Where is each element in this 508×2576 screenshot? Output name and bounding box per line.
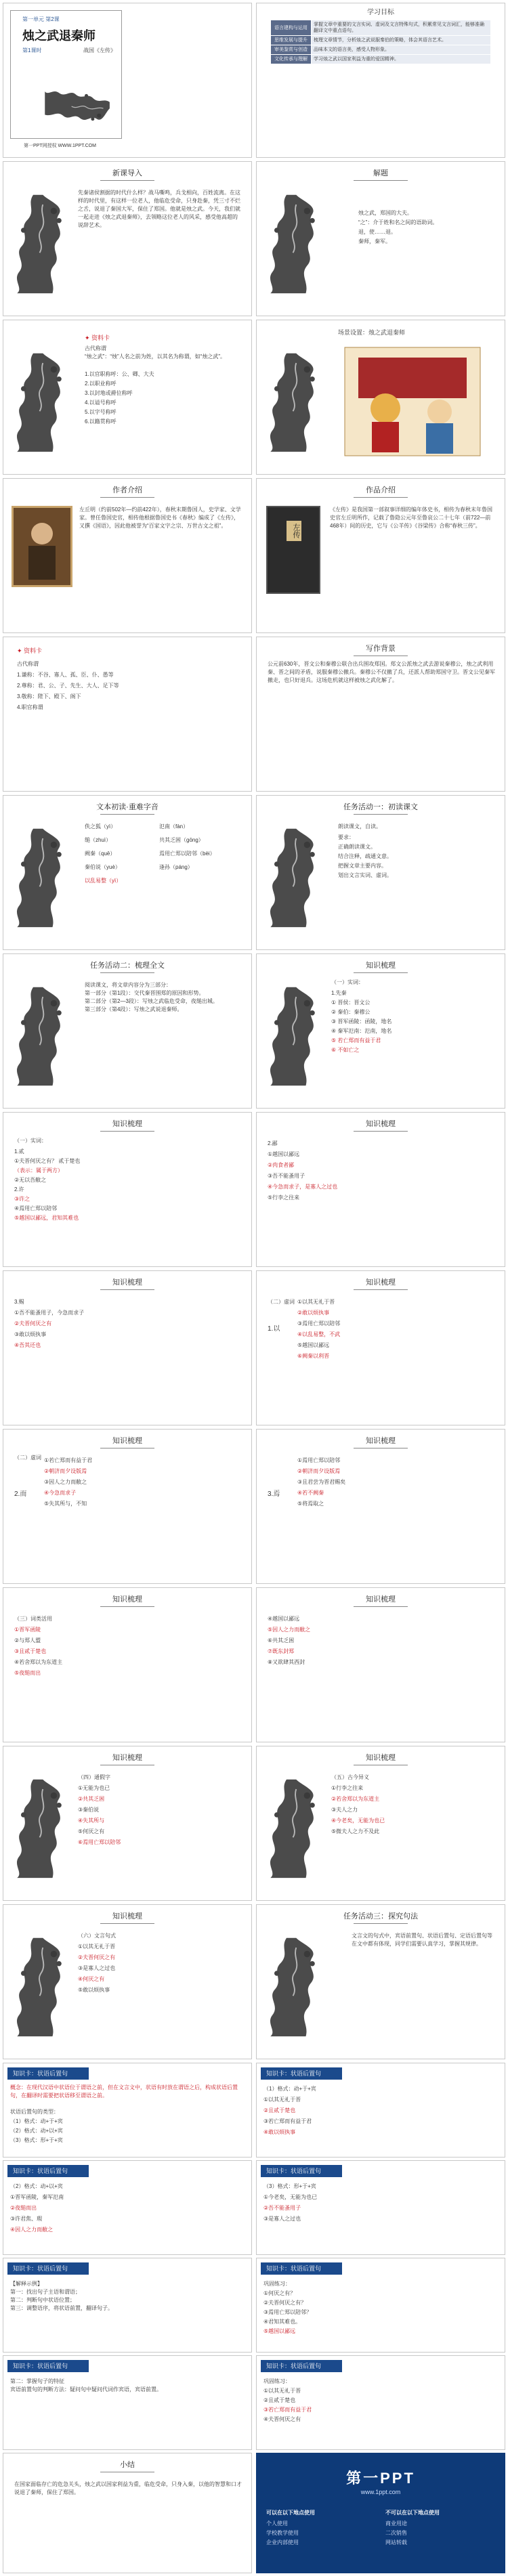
ink-mountain-image <box>7 823 72 931</box>
ink-mountain-image <box>261 1932 325 2040</box>
allowed-item: 企业内部使用 <box>266 2539 299 2546</box>
item: ④夫晋何厌之有 <box>263 2416 301 2422</box>
item: ⑤微夫人之力不及此 <box>331 1828 380 1834</box>
card-header: 知识卡：状语后置句 <box>7 2262 89 2275</box>
forbidden-item: 二次销售 <box>385 2530 407 2536</box>
item: ②共其乏困 <box>78 1796 105 1802</box>
slide-title: 知识梳理 <box>257 1118 505 1132</box>
goals-title: 学习目标 <box>367 9 394 16</box>
item: ①越国以鄙远 <box>268 1151 300 1157</box>
ink-mountain-image <box>261 981 325 1090</box>
task-text: 阅读课文，将文章内容分为三部分： 第一部分（第1段）：交代秦晋围郑的原因和形势。 第二部分（第2—3段）：写烛之武临危受命，夜缒出城。 第三部分（第4段）：写烛之武说退秦师。 <box>85 982 218 1012</box>
slide-title: 小结 <box>3 2459 251 2472</box>
item: （二）虚词 <box>268 1299 295 1305</box>
footer-banner <box>256 2453 505 2573</box>
item: （1）格式：动+于+宾 <box>10 2118 63 2124</box>
item: ①何厌之有？ <box>263 2290 296 2296</box>
knowledge-slide-2 <box>3 1112 252 1267</box>
item: ⑥焉用亡郑以陪邻 <box>78 1839 121 1845</box>
card-item: 2.以职业称呼 <box>85 381 117 387</box>
ink-mountain-image <box>7 347 72 456</box>
item: ①以其无礼于晋 <box>263 2097 301 2103</box>
ink-mountain-image <box>261 347 325 456</box>
item: ④今老矣，无能为也已 <box>331 1818 385 1824</box>
card-item: 5.以字号称呼 <box>85 409 117 415</box>
knowledge-card-slide-5 <box>3 2258 252 2353</box>
item: ②夫晋何厌之有 <box>78 1954 116 1960</box>
slide-title: 知识梳理 <box>257 960 505 973</box>
card-item: 4.以谥号称呼 <box>85 400 117 406</box>
pronunciation-item: 阙秦（quē） <box>85 851 116 857</box>
item: ③许君焦、瑕 <box>10 2216 43 2222</box>
item: ②与郑人盟 <box>14 1637 41 1644</box>
ink-mountain-image <box>261 1774 325 1882</box>
author-label: 战国《左传》 <box>83 47 116 53</box>
goal-row: 思维发展与提升 梳理文章情节，分析烛之武说服秦伯的策略，体会其语言艺术。 <box>271 36 491 45</box>
slide-title: 知识梳理 <box>3 1435 251 1448</box>
item: ③吾不能蚤用子 <box>268 1173 305 1179</box>
knowledge-card-slide-7 <box>3 2355 252 2450</box>
background-slide <box>256 637 505 792</box>
slide-title: 任务活动一：初读课文 <box>257 801 505 815</box>
intro-slide <box>3 161 252 316</box>
slide-title: 知识梳理 <box>3 1752 251 1765</box>
item: ②肉食者鄙 <box>268 1162 295 1168</box>
knowledge-slide-4 <box>3 1270 252 1425</box>
item: ②朝济而夕设版焉 <box>44 1468 87 1474</box>
knowledge-slide-12 <box>3 1904 252 2059</box>
knowledge-card-slide-1 <box>3 2063 252 2158</box>
task-text: 文言文的句式中，宾语前置句、状语后置句、定语后置句等在文中都有体现，同学们需要认真学习，掌握其规律。 <box>352 1933 492 1947</box>
item: ④敢以烦执事 <box>263 2129 296 2135</box>
info-card-slide <box>3 320 252 475</box>
item: 3.焉 <box>268 1490 280 1498</box>
item: ①晋军函陵 <box>14 1627 41 1633</box>
item: ②夫晋何厌之有？ <box>263 2300 307 2306</box>
title-slide <box>3 3 252 158</box>
slide-title: 作者介绍 <box>3 484 251 498</box>
goal-row: 审美鉴赏与创造 品味本文的语言美，感受人物形象。 <box>271 45 491 55</box>
scene-illustration <box>331 341 494 466</box>
item: ④ 秦军氾南：氾南，地名 <box>331 1028 392 1034</box>
slide-title: 知识梳理 <box>3 1118 251 1132</box>
item: ②且贰于楚也 <box>263 2107 296 2113</box>
item: （3）格式：形+于+宾 <box>10 2137 63 2143</box>
card-item: 4.职官称谓 <box>17 704 43 710</box>
work-text: 《左传》是我国第一部叙事详细的编年体史书，相传为春秋末年鲁国史官左丘明所作，记载了鲁隐公元年至鲁哀公二十七年（前722—前468年）间的历史，它与《公羊传》《谷梁传》合称“春秋三传”。 <box>330 507 492 529</box>
item: ⑥ 不如亡之 <box>331 1047 360 1053</box>
item: ②朝济而夕设版焉 <box>297 1468 341 1474</box>
item: ③ 晋军函陵：函陵，地名 <box>331 1018 392 1025</box>
task-line: 正确朗读课文。 <box>338 844 376 850</box>
item: ⑤越国以鄙远，君知其难也 <box>14 1215 79 1221</box>
explain-line: 烛之武，郑国的大夫。 <box>358 210 412 216</box>
pronunciation-item: 焉用亡郑以陪邻（bèi） <box>159 851 215 857</box>
item: ⑤行李之往来 <box>268 1195 300 1201</box>
item: 1.贰 <box>14 1149 24 1155</box>
item: ⑤越国以鄙远 <box>263 2328 296 2334</box>
item: ①行李之往来 <box>331 1785 364 1791</box>
item: ③若亡郑而有益于君 <box>263 2407 312 2413</box>
knowledge-card-slide-4 <box>256 2160 505 2255</box>
slide-title: 知识梳理 <box>3 1593 251 1607</box>
author-slide <box>3 478 252 633</box>
pronunciation-item: 逢孙（páng） <box>159 864 193 870</box>
period-label: 第1课时 <box>22 47 42 53</box>
card-item: 3.以封地或爵位称呼 <box>85 390 133 396</box>
section-head: （一）实词： <box>331 979 364 985</box>
ink-mountain-image <box>261 189 325 297</box>
slide-title: 任务活动三：探究句法 <box>257 1910 505 1924</box>
slide-title: 作品介绍 <box>257 484 505 498</box>
card-item: 1.以官职称呼：公、卿、大夫 <box>85 371 154 377</box>
knowledge-slide-1 <box>256 953 505 1109</box>
item: 1.以 <box>268 1325 280 1333</box>
item: ②夜缒而出 <box>10 2205 37 2211</box>
explain-line: “之”：介于姓和名之间的语助词。 <box>358 219 438 226</box>
item: ⑤越国以鄙远 <box>297 1342 330 1348</box>
task-line: 把握文章主要内容。 <box>338 863 387 869</box>
card-header: 知识卡：状语后置句 <box>7 2067 89 2080</box>
card-item: 1.谦称：不谷、寡人、孤、臣、仆、愚等 <box>17 672 114 678</box>
item: ② 秦伯：秦穆公 <box>331 1009 371 1015</box>
slide-title: 知识梳理 <box>3 1276 251 1290</box>
item: ③焉用亡郑以陪邻？ <box>263 2309 312 2315</box>
title-explain-slide <box>256 161 505 316</box>
item: ①吾不能蚤用子，今急而求子 <box>14 1310 85 1316</box>
slide-title: 知识梳理 <box>257 1593 505 1607</box>
allowed-item: 个人使用 <box>266 2520 288 2527</box>
task-line: 划出文言实词、虚词。 <box>338 872 392 878</box>
slide-title: 写作背景 <box>257 643 505 656</box>
item: ④若舍郑以为东道主 <box>14 1659 63 1665</box>
item: ① 晋侯：晋文公 <box>331 1000 371 1006</box>
task-line: 要求： <box>338 834 354 840</box>
item: ③秦伯说 <box>78 1807 100 1813</box>
task3-slide <box>256 1904 505 2059</box>
item: （二）虚词 <box>14 1455 41 1461</box>
ink-mountain-image <box>7 189 72 297</box>
card-header: 知识卡：状语后置句 <box>261 2360 342 2372</box>
item: ①若亡郑而有益于君 <box>44 1457 93 1463</box>
item: ⑥阙秦以利晋 <box>297 1353 330 1359</box>
item: ⑥共其乏困 <box>268 1637 295 1644</box>
item: ④以乱易整，不武 <box>297 1331 341 1337</box>
item: ⑤ 若亡郑而有益于君 <box>331 1037 381 1044</box>
item: 1.先秦 <box>331 990 347 996</box>
item: ③且贰于楚也 <box>14 1648 47 1654</box>
item: （六）文言句式 <box>78 1933 116 1939</box>
brand-url: www.1ppt.com <box>360 2489 401 2495</box>
pronunciation-item: 以乱易整（yì） <box>85 878 122 884</box>
card-intro: 古代称谓 “烛之武”：“烛”人名之前为姓，以其名为称谓，如“烛之武”。 <box>85 345 226 360</box>
summary-slide <box>3 2453 252 2573</box>
card-header: 知识卡：状语后置句 <box>7 2360 89 2372</box>
pronunciation-item: 佚之狐（yì） <box>85 823 117 830</box>
card-header: 知识卡：状语后置句 <box>261 2165 342 2177</box>
knowledge-card-slide-6 <box>256 2258 505 2353</box>
item: 2.鄙 <box>268 1140 278 1146</box>
slide-title: 任务活动二：梳理全文 <box>3 960 251 973</box>
scene-title: 场景设置：烛之武退秦师 <box>338 329 406 336</box>
item: ⑤敢以烦执事 <box>78 1987 110 1993</box>
ink-mountain-image <box>7 1932 72 2040</box>
explain-line: 退，使……退。 <box>358 229 396 235</box>
ink-mountain-image <box>7 981 72 1090</box>
knowledge-card-slide-8 <box>256 2355 505 2450</box>
card-title: ✦ 资料卡 <box>85 335 110 341</box>
card-item: 3.敬称：陛下、殿下、阁下 <box>17 693 81 700</box>
allowed-title: 可以在以下地点使用 <box>266 2510 315 2516</box>
item: ③是寡人之过也 <box>78 1965 116 1971</box>
goal-row: 文化传承与理解 学习烛之武以国家利益为重的爱国精神。 <box>271 55 491 64</box>
item: ①以其无礼于晋 <box>263 2388 301 2394</box>
item: 状语后置句的类型： <box>10 2109 59 2115</box>
item: ②无以吾敝之 <box>14 1177 47 1183</box>
brand-logo: 第一PPT <box>346 2470 415 2487</box>
slide-title: 知识梳理 <box>257 1752 505 1765</box>
card-item: 2.尊称：君、公、子、先生、大人、足下等 <box>17 683 119 689</box>
item: 巩固练习： <box>263 2281 291 2287</box>
card-item: 6.以籍贯称呼 <box>85 418 117 425</box>
item: ③且君尝为晋君赐矣 <box>297 1479 346 1485</box>
work-slide <box>256 478 505 633</box>
card-header: 知识卡：状语后置句 <box>261 2067 342 2080</box>
item: ③因人之力而敝之 <box>44 1479 87 1485</box>
item: ④今急而求子 <box>44 1490 77 1496</box>
item: （3）格式：形+于+宾 <box>263 2183 316 2189</box>
item: ①以其无礼于晋 <box>78 1944 116 1950</box>
task-line: 结合注释，疏通文意。 <box>338 853 392 859</box>
item: ⑤将焉取之 <box>297 1501 324 1507</box>
task1-slide <box>256 795 505 950</box>
intro-text: 先秦诸侯割据的时代什么样？战马嘶鸣，兵戈相向，百姓流离。在这样的时代里，有这样一位老人，他临危受命，只身赴秦，凭三寸不烂之舌，说退了秦国大军，保住了郑国。他就是烛之武。今天，我们就一起走进《烛之武退秦师》，去领略这位老人的风采，感受他高超的说辞艺术。 <box>78 190 240 228</box>
item: ⑦既东封郑 <box>268 1648 295 1654</box>
knowledge-slide-11 <box>256 1746 505 1901</box>
allowed-item: 学校教学使用 <box>266 2530 299 2536</box>
item: ①夫晋何厌之有？ 贰于楚也 <box>14 1158 81 1164</box>
card-item: 古代称谓 <box>17 661 39 667</box>
card-title: ✦ 资料卡 <box>17 647 43 654</box>
site-label: 第一PPT网授权 WWW.1PPT.COM <box>24 144 96 148</box>
item: ②且贰于楚也 <box>263 2397 296 2403</box>
item: 2.许 <box>14 1186 24 1193</box>
page-title: 烛之武退秦师 <box>22 29 96 43</box>
slide-title: 知识梳理 <box>257 1435 505 1448</box>
ink-mountain-image <box>7 1774 72 1882</box>
card-header: 知识卡：状语后置句 <box>261 2262 342 2275</box>
item: （三）词类活用 <box>14 1616 52 1622</box>
goals-slide <box>256 3 505 158</box>
author-portrait-image <box>12 506 72 587</box>
item: ①以其无礼于晋 <box>297 1299 335 1305</box>
summary-text: 在国家面临存亡的危急关头，烛之武以国家利益为重，临危受命，只身入秦，以他的智慧和口才说退了秦师，保住了郑国。 <box>14 2481 242 2495</box>
item: （五）古今异义 <box>331 1774 369 1780</box>
card-header: 知识卡：状语后置句 <box>7 2165 89 2177</box>
knowledge-slide-3 <box>256 1112 505 1267</box>
item: ③是寡人之过也 <box>263 2216 301 2222</box>
item: 2.而 <box>14 1490 27 1498</box>
item: ⑤何厌之有 <box>78 1828 105 1834</box>
item: ③若亡郑而有益于君 <box>263 2118 312 2124</box>
slide-title: 解题 <box>257 167 505 181</box>
item: ④因人之力而敝之 <box>10 2227 54 2233</box>
item: ⑤因人之力而敝之 <box>268 1627 311 1633</box>
item: ①无能为也已 <box>78 1785 110 1791</box>
slide-title: 知识梳理 <box>257 1276 505 1290</box>
item: ④今急而求子，是寡人之过也 <box>268 1184 338 1190</box>
goals-table <box>270 20 491 64</box>
item: ②敢以烦执事 <box>297 1310 330 1316</box>
item: ④越国以鄙远 <box>268 1616 300 1622</box>
item: ④何厌之有 <box>78 1976 105 1982</box>
ink-mountain-image <box>261 823 325 931</box>
forbidden-item: 网站转载 <box>385 2539 407 2546</box>
unit-label: 第一单元 第2课 <box>22 16 60 22</box>
knowledge-card-slide-2 <box>256 2063 505 2158</box>
slide-title: 新课导入 <box>3 167 251 181</box>
knowledge-slide-9 <box>256 1587 505 1742</box>
item: ①焉用亡郑以陪邻 <box>297 1457 341 1463</box>
knowledge-slide-7 <box>256 1429 505 1584</box>
section-head: （一）实词： <box>14 1138 47 1144</box>
slide-title: 文本初读·重难字音 <box>3 801 251 815</box>
card-body: 【解释示例】 第一：找出句子主语和谓语； 第二：判断句中状语位置； 第三：调整语序，将状语前置，翻译句子。 <box>10 2281 113 2311</box>
pronunciation-item: 氾南（fàn） <box>159 823 189 830</box>
item: ③夫人之力 <box>331 1807 358 1813</box>
forbidden-item: 商业用途 <box>385 2520 407 2527</box>
item: ⑤夜缒而出 <box>14 1670 41 1676</box>
item: 巩固练习： <box>263 2378 291 2384</box>
background-text: 公元前630年，晋文公和秦穆公联合出兵围攻郑国。郑文公派烛之武去游说秦穆公，烛之武利用秦、晋之间的矛盾，说服秦穆公撤兵。秦穆公不仅撤了兵，还派人帮助郑国守卫。晋文公见秦军撤走，也只好退兵。这场危机就这样被烛之武化解了。 <box>268 661 495 683</box>
item: （四）通假字 <box>78 1774 110 1780</box>
ink-mountain-image <box>30 66 112 133</box>
item: ②若舍郑以为东道主 <box>331 1796 380 1802</box>
item: ③焉用亡郑以陪邻 <box>297 1321 341 1327</box>
item: ③敢以烦执事 <box>14 1331 47 1337</box>
item: （表示：属于两方） <box>14 1167 63 1174</box>
task2-slide <box>3 953 252 1109</box>
pronunciation-item: 秦伯说（yuè） <box>85 864 121 870</box>
item: （2）格式：动+以+宾 <box>10 2128 63 2134</box>
knowledge-slide-5 <box>256 1270 505 1425</box>
card-body: 第二：掌握句子的特征 宾语前置句的判断方法：疑问句中疑问代词作宾语，宾语前置。 <box>10 2378 162 2392</box>
knowledge-card-slide-3 <box>3 2160 252 2255</box>
item: ①今老矣，无能为也已 <box>263 2194 318 2200</box>
knowledge-slide-6 <box>3 1429 252 1584</box>
item: ①晋军函陵，秦军氾南 <box>10 2194 64 2200</box>
item: ④君知其难也。 <box>263 2319 301 2325</box>
item: ④吾其还也 <box>14 1342 41 1348</box>
knowledge-slide-10 <box>3 1746 252 1901</box>
forbidden-title: 不可以在以下地点使用 <box>385 2510 440 2516</box>
explain-line: 秦师，秦军。 <box>358 238 391 244</box>
book-cover-image <box>266 506 320 594</box>
item: ③许之 <box>14 1196 30 1202</box>
pronunciation-slide <box>3 795 252 950</box>
item: ④若不阙秦 <box>297 1490 324 1496</box>
item: ⑤失其所与，不知 <box>44 1501 87 1507</box>
item: （2）格式：动+以+宾 <box>10 2183 63 2189</box>
goal-row: 语言建构与运用 掌握文章中重要的文言实词、虚词及文言特殊句式，积累常见文言词汇，能够准确翻译文中重点语句。 <box>271 20 491 36</box>
task-sub: 朗读课文，自读。 <box>338 823 381 830</box>
card2-slide <box>3 637 252 792</box>
book-title: 左传 <box>287 521 301 541</box>
card-body: 概念：在现代汉语中状语位于谓语之前，但在文言文中，状语有时放在谓语之后，构成状语后置句，在翻译时需要把状语移至谓语之前。 <box>10 2084 238 2099</box>
author-text: 左丘明（约前502年—约前422年），春秋末期鲁国人，史学家、文学家。曾任鲁国史官，相传他根据鲁国史书《春秋》编成了《左传》，又撰《国语》，因此他被誉为“百家文字之宗、万世古文之祖”。 <box>79 507 241 529</box>
item: ④失其所与 <box>78 1818 105 1824</box>
item: ②吾不能蚤用子 <box>263 2205 301 2211</box>
item: ⑧又欲肆其西封 <box>268 1659 305 1665</box>
item: ④焉用亡郑以陪邻 <box>14 1205 58 1211</box>
pronunciation-item: 缒（zhuì） <box>85 837 112 843</box>
pronunciation-item: 共其乏困（gōng） <box>159 837 204 843</box>
item: 3.赐 <box>14 1299 24 1305</box>
item: ②夫晋何厌之有 <box>14 1321 52 1327</box>
slide-title: 知识梳理 <box>3 1910 251 1924</box>
knowledge-slide-8 <box>3 1587 252 1742</box>
item: （1）格式：动+于+宾 <box>263 2086 316 2092</box>
scene-slide <box>256 320 505 475</box>
